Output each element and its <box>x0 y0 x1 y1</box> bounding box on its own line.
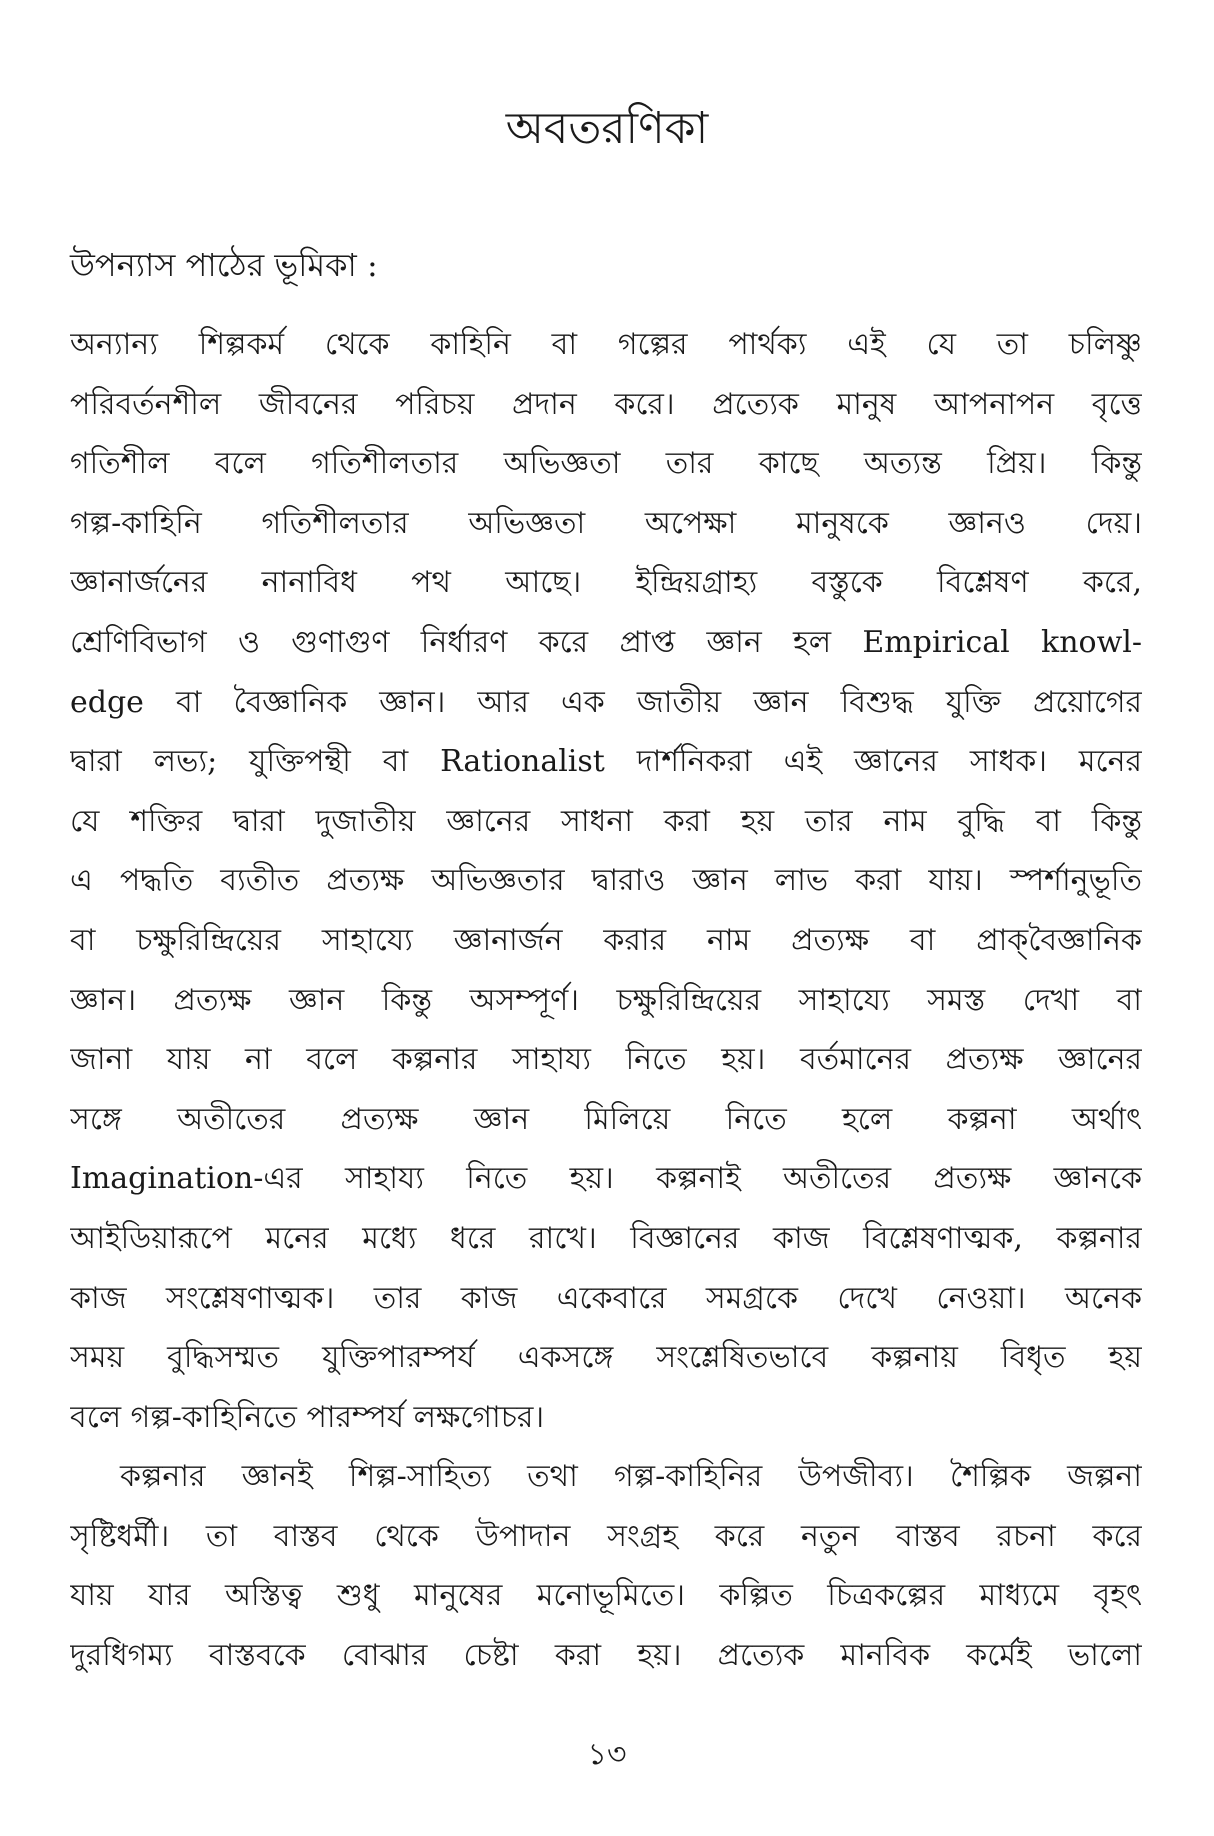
text-line: পরিবর্তনশীল জীবনের পরিচয় প্রদান করে। প্রত্যেক মানুষ আপনাপন বৃত্তে <box>70 386 1142 422</box>
text-line: অন্যান্য শিল্পকর্ম থেকে কাহিনি বা গল্পের পার্থক্য এই যে তা চলিষ্ণু <box>70 327 1142 362</box>
text-line: গল্প-কাহিনি গতিশীলতার অভিজ্ঞতা অপেক্ষা মানুষকে জ্ঞানও দেয়। <box>70 505 1142 541</box>
body-text <box>70 315 1142 1686</box>
text-line: জানা যায় না বলে কল্পনার সাহায্য নিতে হয়। বর্তমানের প্রত্যক্ষ জ্ঞানের <box>70 1042 1142 1078</box>
text-line: এ পদ্ধতি ব্যতীত প্রত্যক্ষ অভিজ্ঞতার দ্বারাও জ্ঞান লাভ করা যায়। স্পর্শানুভূতি <box>70 863 1142 899</box>
text-line: যে শক্তির দ্বারা দুজাতীয় জ্ঞানের সাধনা করা হয় তার নাম বুদ্ধি বা কিন্তু <box>70 803 1142 839</box>
paragraph <box>70 315 1142 1447</box>
text-line: দ্বারা লভ্য; যুক্তিপন্থী বা Rationalist দার্শনিকরা এই জ্ঞানের সাধক। মনের <box>70 744 1142 780</box>
text-line: গতিশীল বলে গতিশীলতার অভিজ্ঞতা তার কাছে অত্যন্ত প্রিয়। কিন্তু <box>70 446 1142 482</box>
paragraph <box>70 1447 1142 1685</box>
text-line: edge বা বৈজ্ঞানিক জ্ঞান। আর এক জাতীয় জ্ঞান বিশুদ্ধ যুক্তি প্রয়োগের <box>70 684 1142 720</box>
text-line: Imagination-এর সাহায্য নিতে হয়। কল্পনাই অতীতের প্রত্যক্ষ জ্ঞানকে <box>70 1161 1142 1197</box>
text-line: সময় বুদ্ধিসম্মত যুক্তিপারম্পর্য একসঙ্গে সংশ্লেষিতভাবে কল্পনায় বিধৃত হয় <box>70 1340 1142 1376</box>
page-number: ১৩ <box>587 1737 627 1772</box>
text-line: আইডিয়ারূপে মনের মধ্যে ধরে রাখে। বিজ্ঞানের কাজ বিশ্লেষণাত্মক, কল্পনার <box>70 1220 1142 1256</box>
text-line: শ্রেণিবিভাগ ও গুণাগুণ নির্ধারণ করে প্রাপ্ত জ্ঞান হল Empirical knowl- <box>70 624 1142 660</box>
text-line: জ্ঞান। প্রত্যক্ষ জ্ঞান কিন্তু অসম্পূর্ণ। চক্ষুরিন্দ্রিয়ের সাহায্যে সমস্ত দেখা বা <box>70 982 1142 1018</box>
text-line: জ্ঞানার্জনের নানাবিধ পথ আছে। ইন্দ্রিয়গ্রাহ্য বস্তুকে বিশ্লেষণ করে, <box>70 565 1142 601</box>
text-line: দুরধিগম্য বাস্তবকে বোঝার চেষ্টা করা হয়। প্রত্যেক মানবিক কর্মেই ভালো <box>70 1638 1142 1674</box>
text-line: সৃষ্টিধর্মী। তা বাস্তব থেকে উপাদান সংগ্রহ করে নতুন বাস্তব রচনা করে <box>70 1518 1142 1554</box>
text-line: যায় যার অস্তিত্ব শুধু মানুষের মনোভূমিতে। কল্পিত চিত্রকল্পের মাধ্যমে বৃহৎ <box>70 1578 1142 1614</box>
text-line: বা চক্ষুরিন্দ্রিয়ের সাহায্যে জ্ঞানার্জন করার নাম প্রত্যক্ষ বা প্রাক্‌বৈজ্ঞানিক <box>70 922 1142 958</box>
page-title: অবতরণিকা <box>505 103 709 154</box>
text-line: কল্পনার জ্ঞানই শিল্প-সাহিত্য তথা গল্প-কাহিনির উপজীব্য। শৈল্পিক জল্পনা <box>120 1459 1142 1495</box>
text-line: সঙ্গে অতীতের প্রত্যক্ষ জ্ঞান মিলিয়ে নিতে হলে কল্পনা অর্থাৎ <box>70 1101 1142 1137</box>
text-line: বলে গল্প-কাহিনিতে পারম্পর্য লক্ষগোচর। <box>70 1399 545 1435</box>
section-heading: উপন্যাস পাঠের ভূমিকা : <box>70 246 378 284</box>
text-line: কাজ সংশ্লেষণাত্মক। তার কাজ একেবারে সমগ্রকে দেখে নেওয়া। অনেক <box>70 1280 1142 1316</box>
